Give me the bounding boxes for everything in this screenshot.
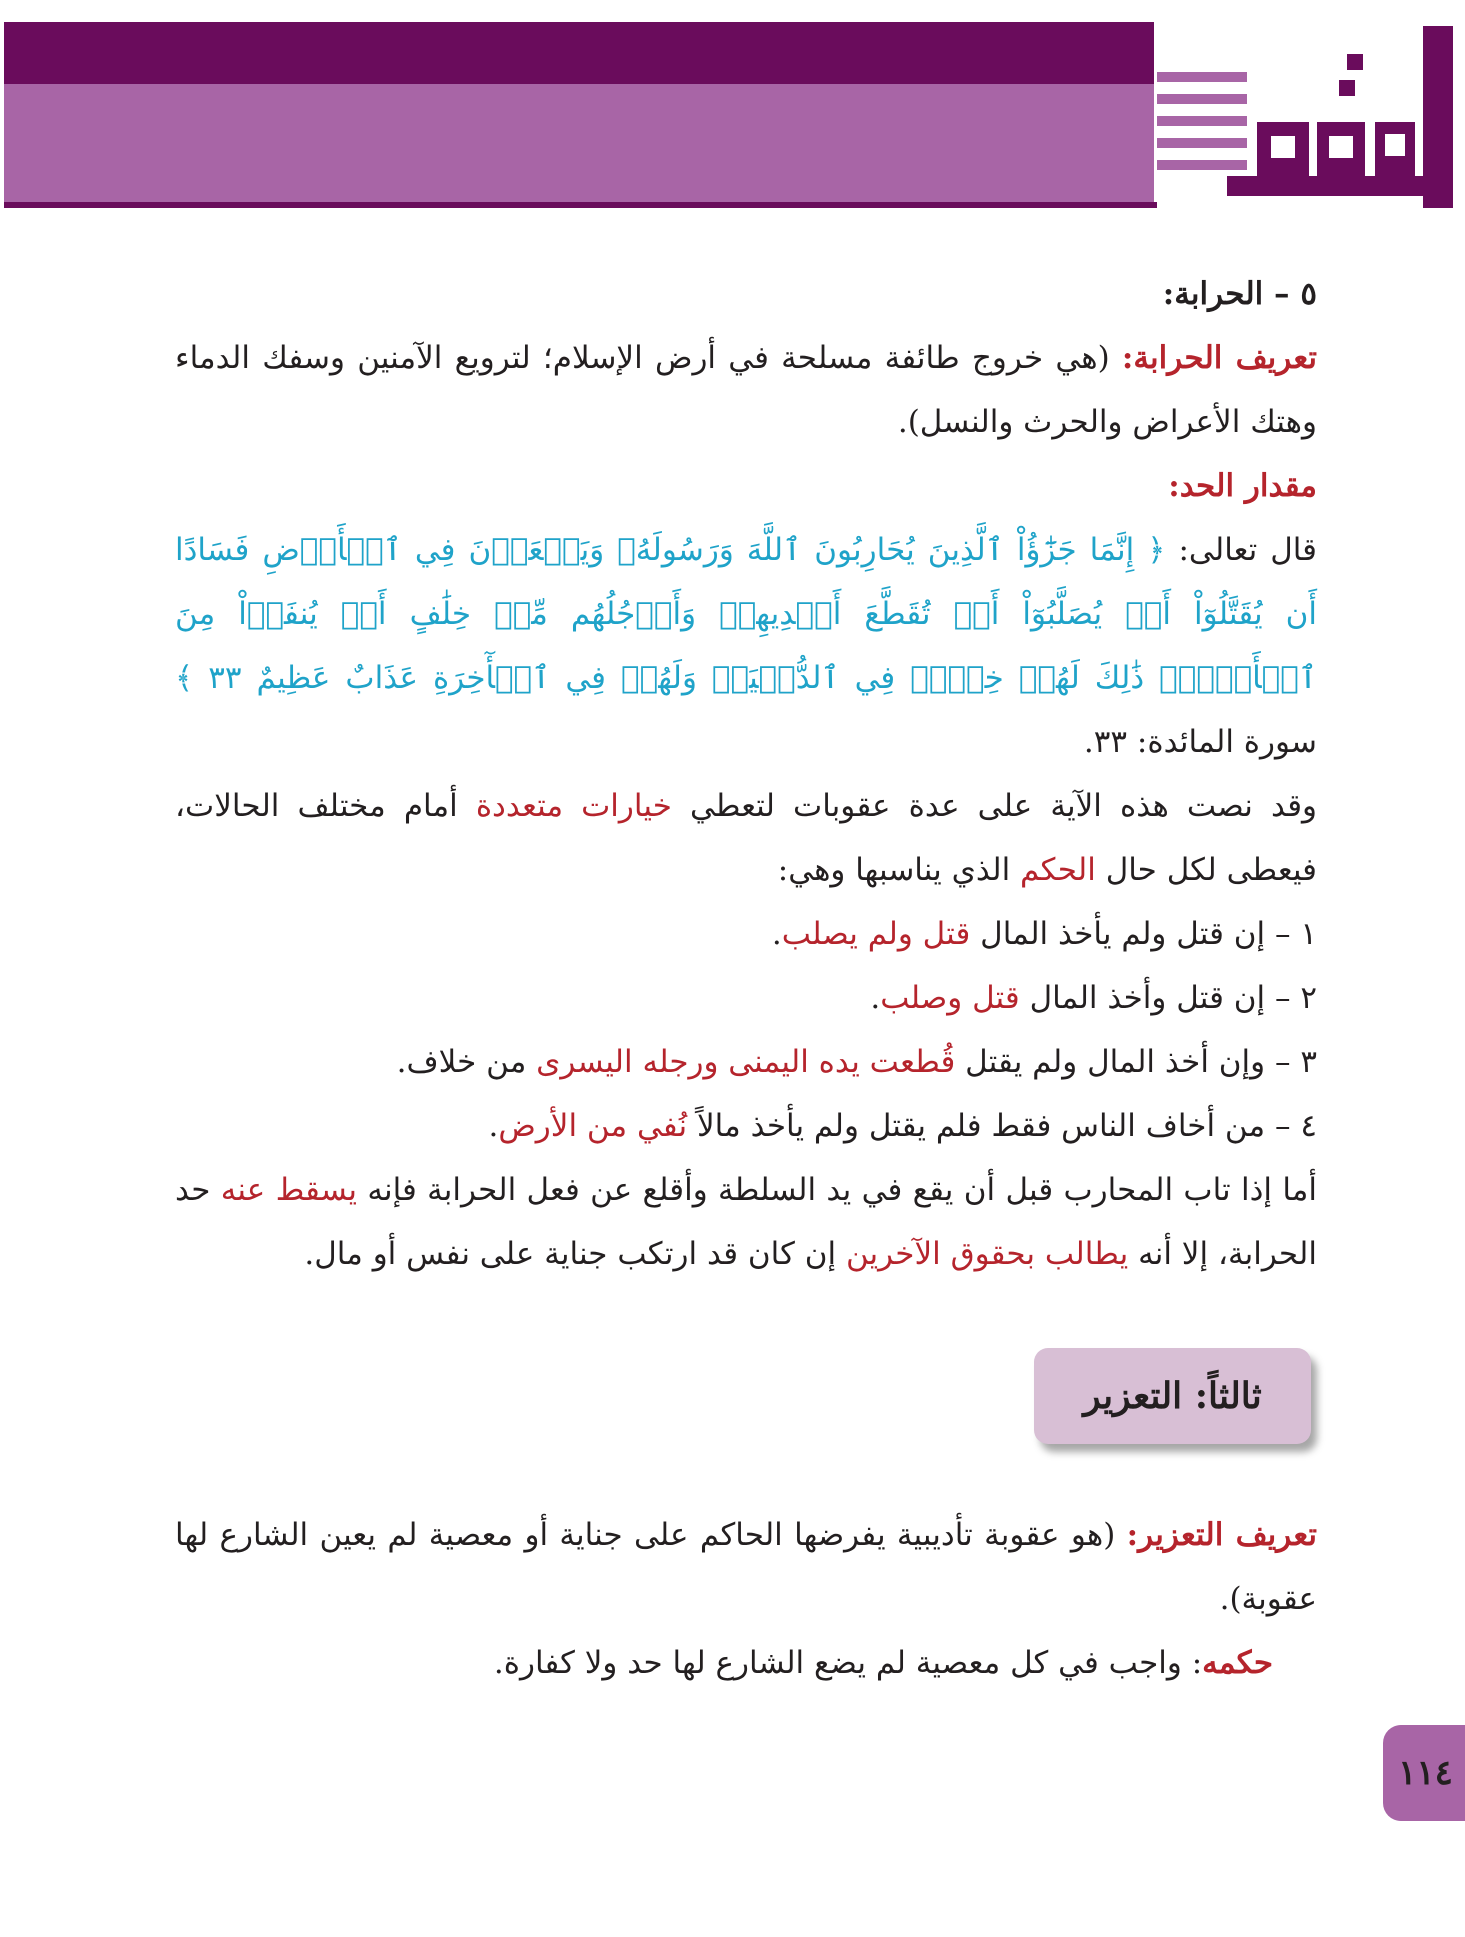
verse-text: إِنَّمَا جَزَٰٓؤُاْ ٱلَّذِينَ يُحَارِبُونَ ٱللَّهَ وَرَسُولَهُۥ وَيَسۡعَوۡنَ فِي ٱلۡأَرۡضِ فَسَادًا أَن يُقَتَّلُوٓاْ أَوۡ يُصَلَّبُوٓاْ أَوۡ تُقَطَّعَ أَيۡدِيهِمۡ وَأَرۡجُلُهُم مِّنۡ خِلَٰفٍ أَوۡ يُنفَوۡاْ مِنَ ٱلۡأَرۡضِۚ ذَٰلِكَ لَهُمۡ خِزۡيٞ فِي ٱلدُّنۡيَاۖ وَلَهُمۡ فِي ٱلۡأٓخِرَةِ عَذَابٌ عَظِيمٌ ٣٣ <box>175 532 1317 696</box>
verse-open-bracket: ﴿ <box>1134 532 1166 568</box>
book-logo <box>1157 22 1465 208</box>
para-text: وقد نصت هذه الآية على عدة عقوبات لتعطي <box>671 788 1317 824</box>
para-text: أما إذا تاب المحارب قبل أن يقع في يد السلطة وأقلع عن فعل الحرابة فإنه <box>356 1172 1318 1208</box>
kufic-logo-icon <box>1157 22 1465 208</box>
penalties-paragraph <box>175 774 1317 902</box>
para-text: أمام مختلف الحالات، فيعطى لكل حال <box>175 788 1317 888</box>
amount-label-text: مقدار الحد: <box>1168 468 1317 504</box>
amount-label <box>175 454 1317 518</box>
list-item <box>175 1094 1317 1158</box>
para-text: إن كان قد ارتكب جناية على نفس أو مال. <box>304 1236 846 1272</box>
item-end: . <box>870 980 881 1016</box>
item-end: من خلاف. <box>396 1044 537 1080</box>
verse-intro: قال تعالى: <box>1165 532 1317 568</box>
tazir-definition <box>175 1503 1317 1631</box>
definition-text: (هي خروج طائفة مسلحة في أرض الإسلام؛ لترويع الآمنين وسفك الدماء وهتك الأعراض والحرث والنسل). <box>175 340 1317 440</box>
list-item <box>175 966 1317 1030</box>
item-penalty: نُفي من الأرض <box>498 1108 688 1144</box>
list-item <box>175 902 1317 966</box>
item-text: ٣ – وإن أخذ المال ولم يقتل <box>955 1044 1317 1080</box>
definition-label: تعريف الحرابة: <box>1121 340 1317 376</box>
item-text: ٢ – إن قتل وأخذ المال <box>1019 980 1317 1016</box>
item-penalty: قُطعت يده اليمنى ورجله اليسرى <box>536 1044 956 1080</box>
item-penalty: قتل وصلب <box>880 980 1020 1016</box>
section-hirabah <box>175 262 1317 1286</box>
item-end: . <box>488 1108 499 1144</box>
item-text: ١ – إن قتل ولم يأخذ المال <box>970 916 1317 952</box>
item-text: ٤ – من أخاف الناس فقط فلم يقتل ولم يأخذ مالاً <box>687 1108 1317 1144</box>
definition-label: تعريف التعزير: <box>1126 1517 1317 1553</box>
definition-text: (هو عقوبة تأديبية يفرضها الحاكم على جناية أو معصية لم يعين الشارع لها عقوبة). <box>175 1517 1317 1617</box>
list-item <box>175 1030 1317 1094</box>
repentance-paragraph <box>175 1158 1317 1286</box>
tazir-ruling <box>175 1631 1317 1695</box>
item-end: . <box>771 916 782 952</box>
header-band-dark <box>4 22 1154 84</box>
section-tazir <box>175 1503 1317 1695</box>
para-text: حد الحرابة، إلا أنه <box>175 1172 1317 1272</box>
highlight-term: الحكم <box>1020 852 1096 888</box>
header-band-light <box>4 84 1154 202</box>
ruling-label: حكمه <box>1202 1645 1273 1681</box>
item-penalty: قتل ولم يصلب <box>781 916 971 952</box>
ruling-text: : واجب في كل معصية لم يضع الشارع لها حد ولا كفارة. <box>493 1645 1203 1681</box>
page-number: ١١٤ <box>1383 1725 1465 1821</box>
verse-close-bracket: ﴾ <box>175 660 209 696</box>
verse-reference: سورة المائدة: ٣٣. <box>1083 724 1317 760</box>
section-heading: ٥ – الحرابة: <box>1162 276 1317 312</box>
section-title-tazir: ثالثاً: التعزير <box>1034 1348 1311 1444</box>
hirabah-definition <box>175 326 1317 454</box>
highlight-term: يطالب بحقوق الآخرين <box>845 1236 1129 1272</box>
highlight-term: يسقط عنه <box>220 1172 357 1208</box>
highlight-term: خيارات متعددة <box>475 788 672 824</box>
para-text: الذي يناسبها وهي: <box>777 852 1021 888</box>
quran-verse <box>175 518 1317 774</box>
